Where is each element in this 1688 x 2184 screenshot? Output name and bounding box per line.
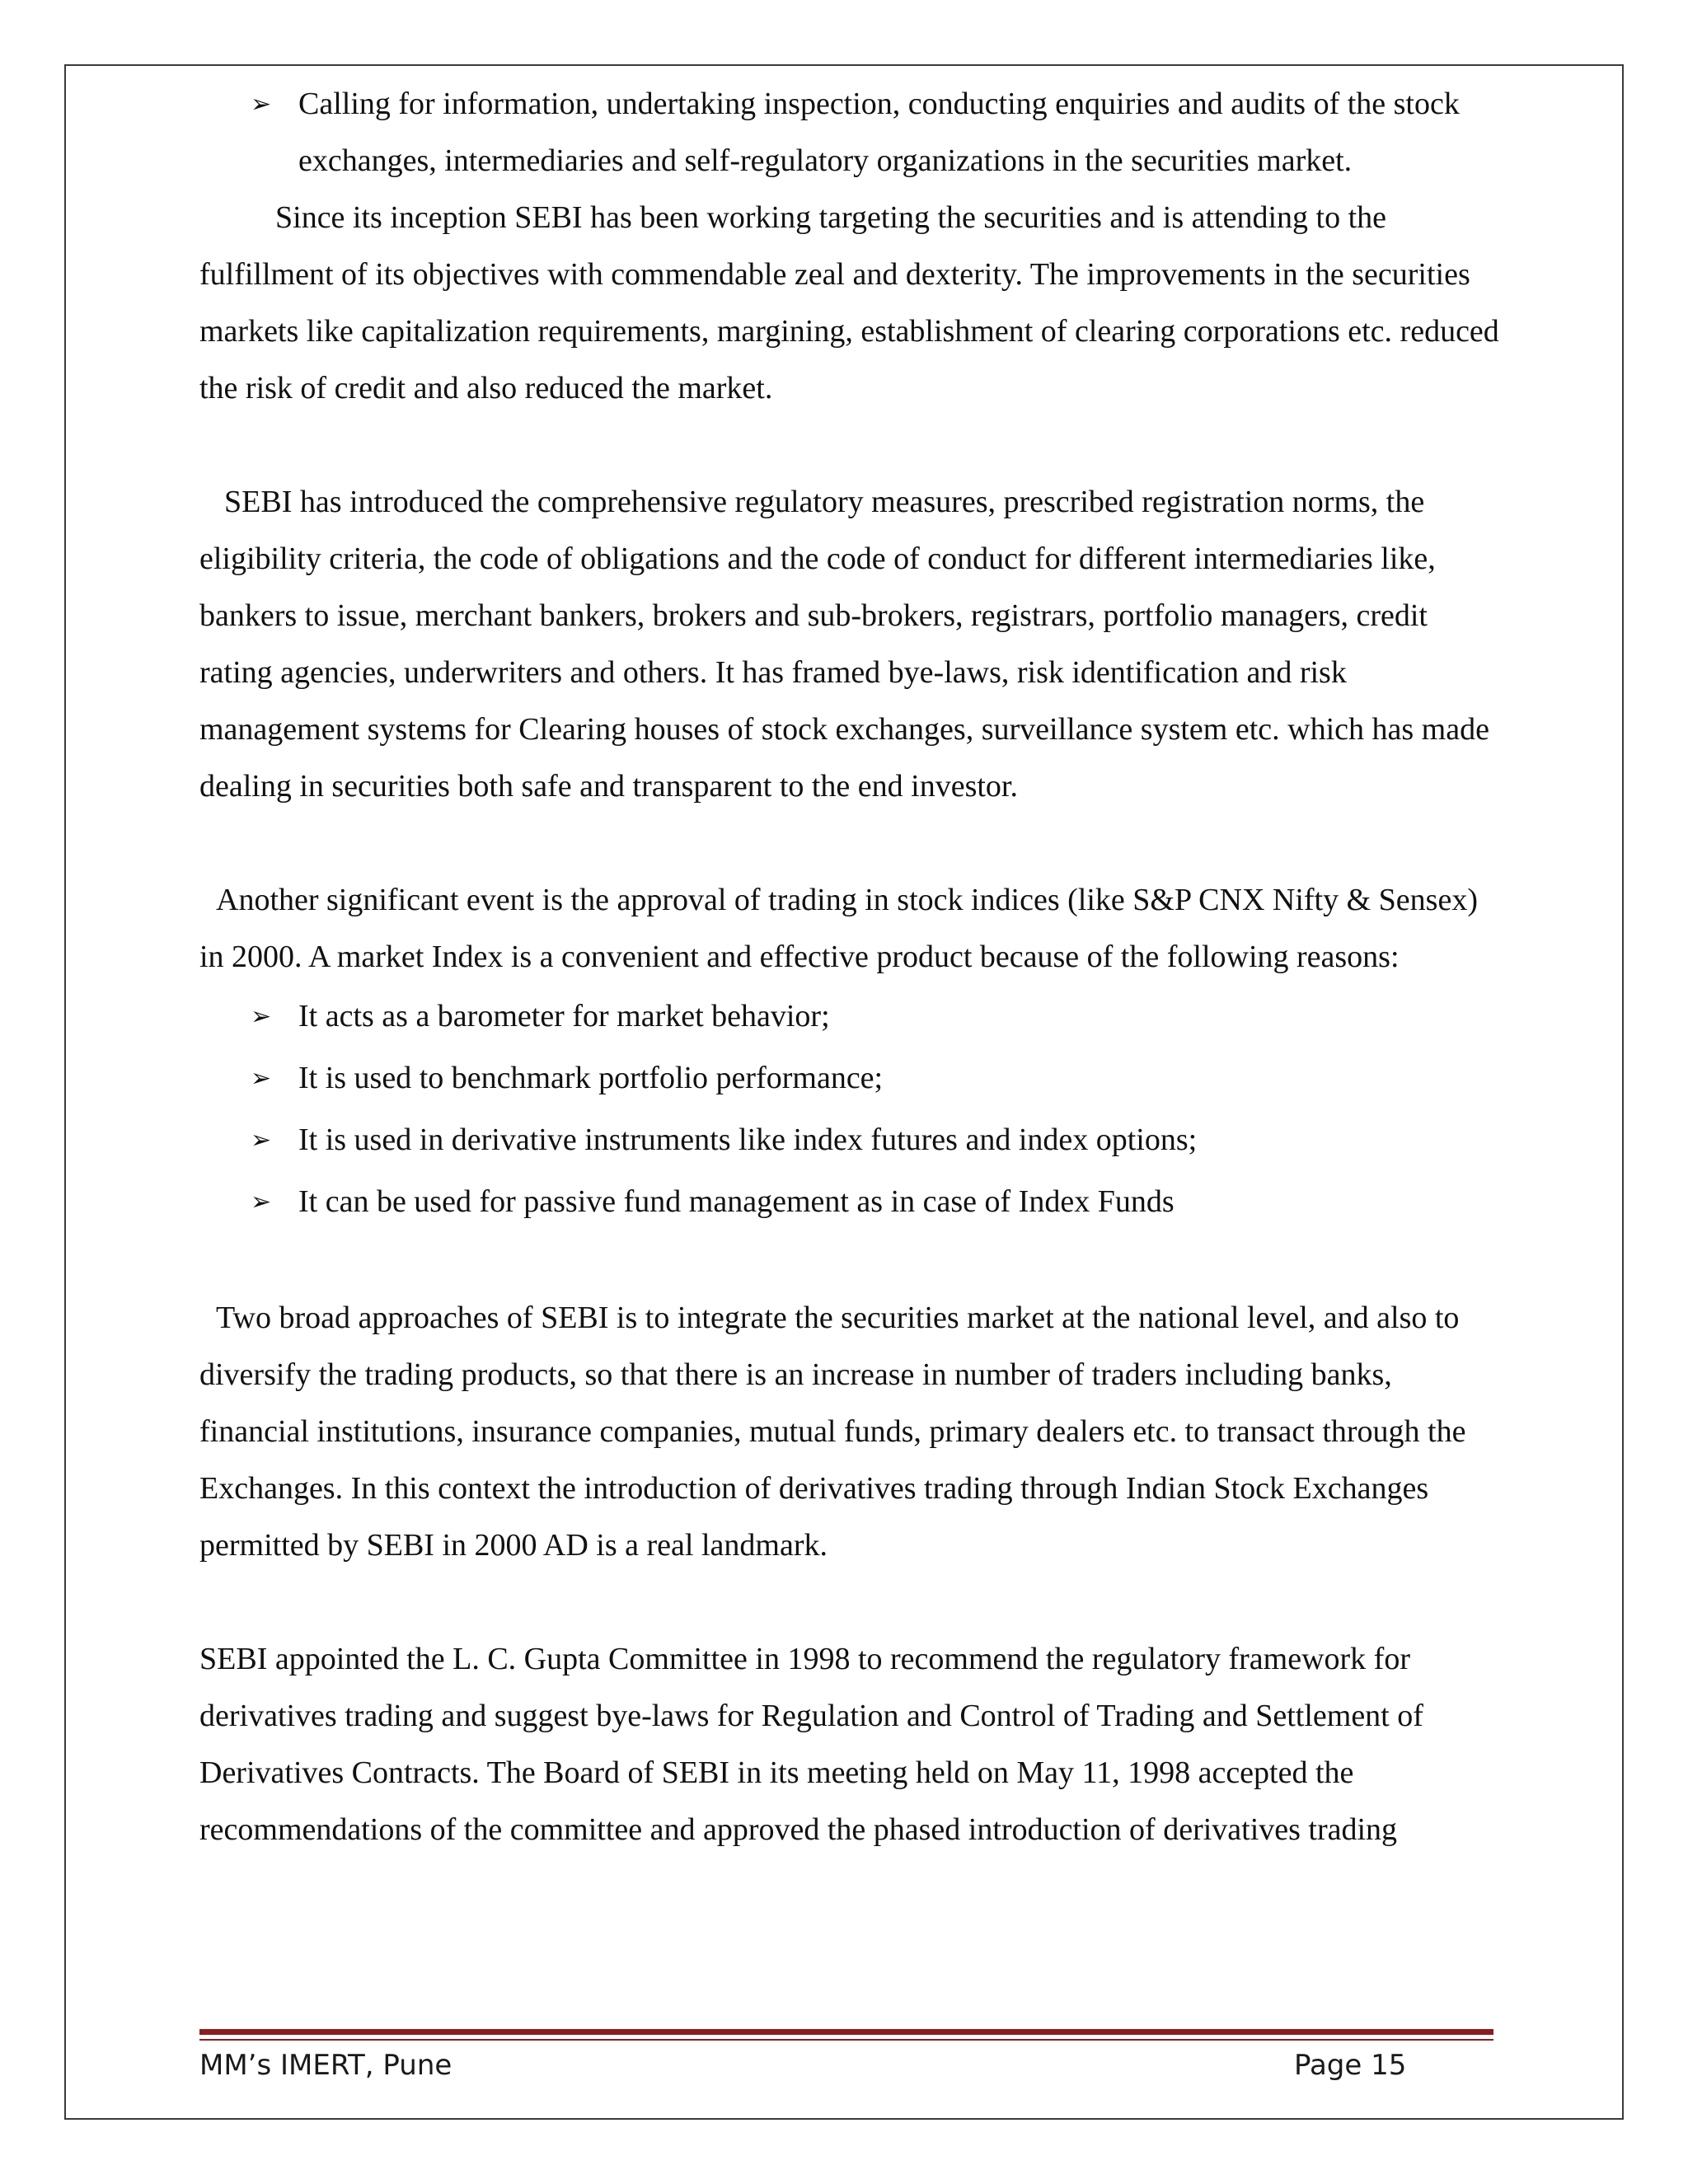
paragraph-two-approaches: Two broad approaches of SEBI is to integrate the securities market at the national level, and also to diversify the trading products, so that there is an increase in number of traders including banks, financial institutions, insurance companies, mutual funds, primary dealers etc. to transact through the Exchanges. In this context the introduction of derivatives trading through Indian Stock Exchanges permitted by SEBI in 2000 AD is a real landmark. — [199, 1301, 1466, 1563]
arrow-bullet-icon: ➢ — [251, 1188, 272, 1216]
paragraph-spacer — [199, 1233, 1502, 1290]
footer-institution: MM’s IMERT, Pune — [199, 2049, 452, 2082]
paragraph-spacer — [199, 1574, 1502, 1631]
bullet-text: Calling for information, undertaking inspection, conducting enquiries and audits of the stock exchanges, intermediaries and self-regulatory organizations in the securities market. — [298, 87, 1460, 178]
list-item-text: It acts as a barometer for market behavior; — [298, 999, 830, 1033]
paragraph-sebi-inception: Since its inception SEBI has been working targeting the securities and is attending to the fulfillment of its objectives with commendable zeal and dexterity. The improvements in the securities markets like capitalization requirements, margining, establishment of clearing corporations etc. reduced the risk of credit and also reduced the market. — [199, 200, 1499, 405]
arrow-bullet-icon: ➢ — [251, 1126, 272, 1155]
arrow-bullet-icon: ➢ — [251, 1002, 272, 1031]
arrow-bullet-icon: ➢ — [251, 1064, 272, 1093]
footer-rule-thin — [199, 2039, 1493, 2041]
list-item — [199, 986, 1502, 1047]
paragraph-regulatory-measures: SEBI has introduced the comprehensive regulatory measures, prescribed registration norms, the eligibility criteria, the code of obligations and the code of conduct for different intermediaries like, bankers to issue, merchant bankers, brokers and sub-brokers, registrars, portfolio managers, credit rating agencies, underwriters and others. It has framed bye-laws, risk identification and risk management systems for Clearing houses of stock exchanges, surveillance system etc. which has made dealing in securities both safe and transparent to the end investor. — [199, 485, 1489, 804]
list-item-text: It can be used for passive fund management as in case of Index Funds — [298, 1184, 1175, 1219]
paragraph-spacer — [199, 815, 1502, 872]
list-item — [199, 1109, 1502, 1171]
bullet-item-regulatory-powers — [199, 76, 1502, 190]
paragraph-gupta-committee: SEBI appointed the L. C. Gupta Committee in 1998 to recommend the regulatory framework for derivatives trading and suggest bye-laws for Regulation and Control of Trading and Settlement of Derivatives Contracts. The Board of SEBI in its meeting held on May 11, 1998 accepted the recommendations of the committee and approved the phased introduction of derivatives trading — [199, 1642, 1423, 1847]
footer-rule — [199, 2029, 1493, 2035]
paragraph-stock-indices: Another significant event is the approval of trading in stock indices (like S&P CNX Nifty & Sensex) in 2000. A market Index is a convenient and effective product because of the following reasons: — [199, 883, 1478, 974]
index-reasons-list — [199, 986, 1502, 1233]
list-item-text: It is used in derivative instruments like index futures and index options; — [298, 1122, 1198, 1157]
paragraph-spacer — [199, 417, 1502, 474]
list-item — [199, 1047, 1502, 1109]
arrow-bullet-icon: ➢ — [251, 90, 272, 119]
footer-page-number: Page 15 — [1294, 2049, 1407, 2082]
list-item-text: It is used to benchmark portfolio performance; — [298, 1061, 884, 1095]
list-item — [199, 1171, 1502, 1233]
document-body — [199, 76, 1502, 1858]
